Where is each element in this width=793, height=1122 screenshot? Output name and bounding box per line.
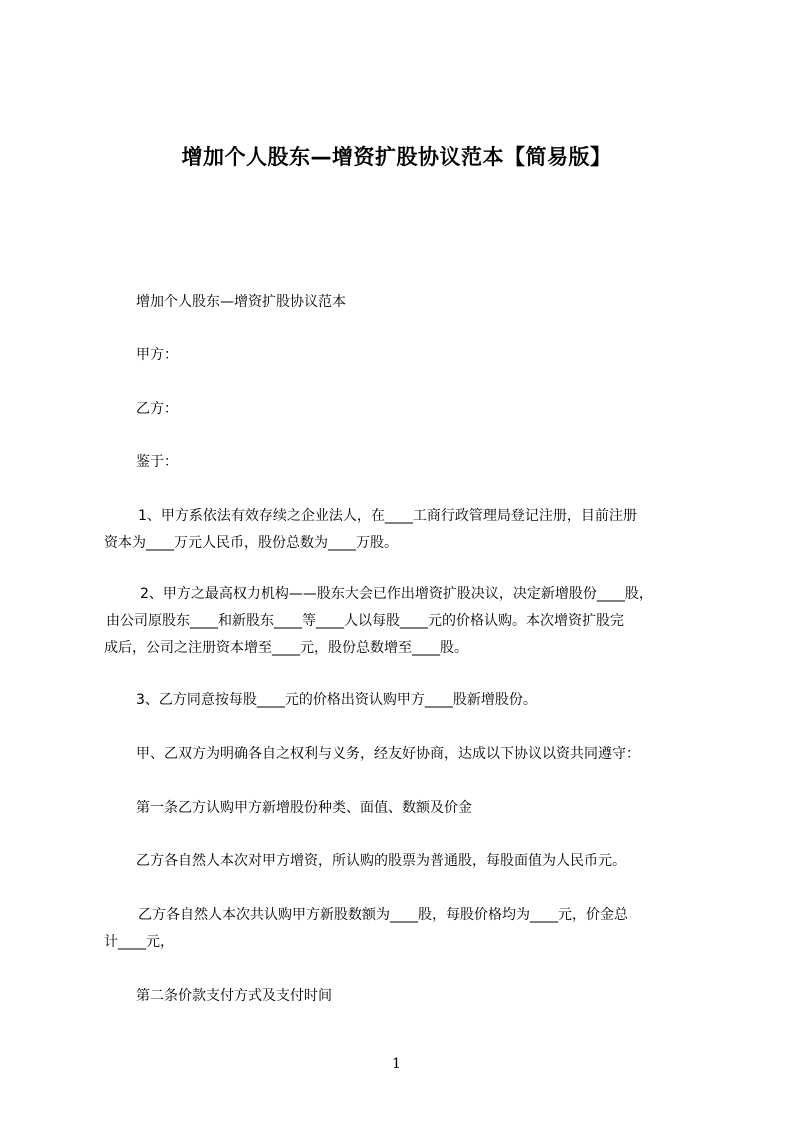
whereas-label: 鉴于： [136,454,178,470]
party-b-label: 乙方： [136,401,178,417]
party-a-label: 甲方： [136,347,178,363]
article-2-heading: 第二条价款支付方式及支付时间 [136,988,332,1004]
clause-1-line-2: 资本为____万元人民币，股份总数为____万股。 [104,535,398,551]
preamble: 甲、乙双方为明确各自之权利与义务，经友好协商，达成以下协议以资共同遵守： [136,746,640,762]
subtitle: 增加个人股东—增资扩股协议范本 [136,294,346,310]
article-1-paragraph-1: 乙方各自然人本次对甲方增资，所认购的股票为普通股，每股面值为人民币元。 [136,853,626,869]
clause-3: 3、乙方同意按每股____元的价格出资认购甲方____股新增股份。 [136,692,537,708]
clause-2-line-1: 2、甲方之最高权力机构——股东大会已作出增资扩股决议，决定新增股份____股， [140,586,653,602]
article-1-paragraph-2-line-1: 乙方各自然人本次共认购甲方新股数额为____股，每股价格均为____元，价金总 [138,907,628,923]
clause-1-line-1: 1、甲方系依法有效存续之企业法人，在____工商行政管理局登记注册，目前注册 [138,508,637,524]
page-number: 1 [392,1056,401,1072]
clause-2-line-2: 由公司原股东____和新股东____等____人以每股____元的价格认购。本次增资扩股完 [106,613,624,629]
article-1-heading: 第一条乙方认购甲方新增股份种类、面值、数额及价金 [136,800,472,816]
clause-2-line-3: 成后，公司之注册资本增至____元，股份总数增至____股。 [104,640,468,656]
article-1-paragraph-2-line-2: 计____元， [104,934,174,950]
document-title: 增加个人股东—增资扩股协议范本【简易版】 [181,145,612,169]
